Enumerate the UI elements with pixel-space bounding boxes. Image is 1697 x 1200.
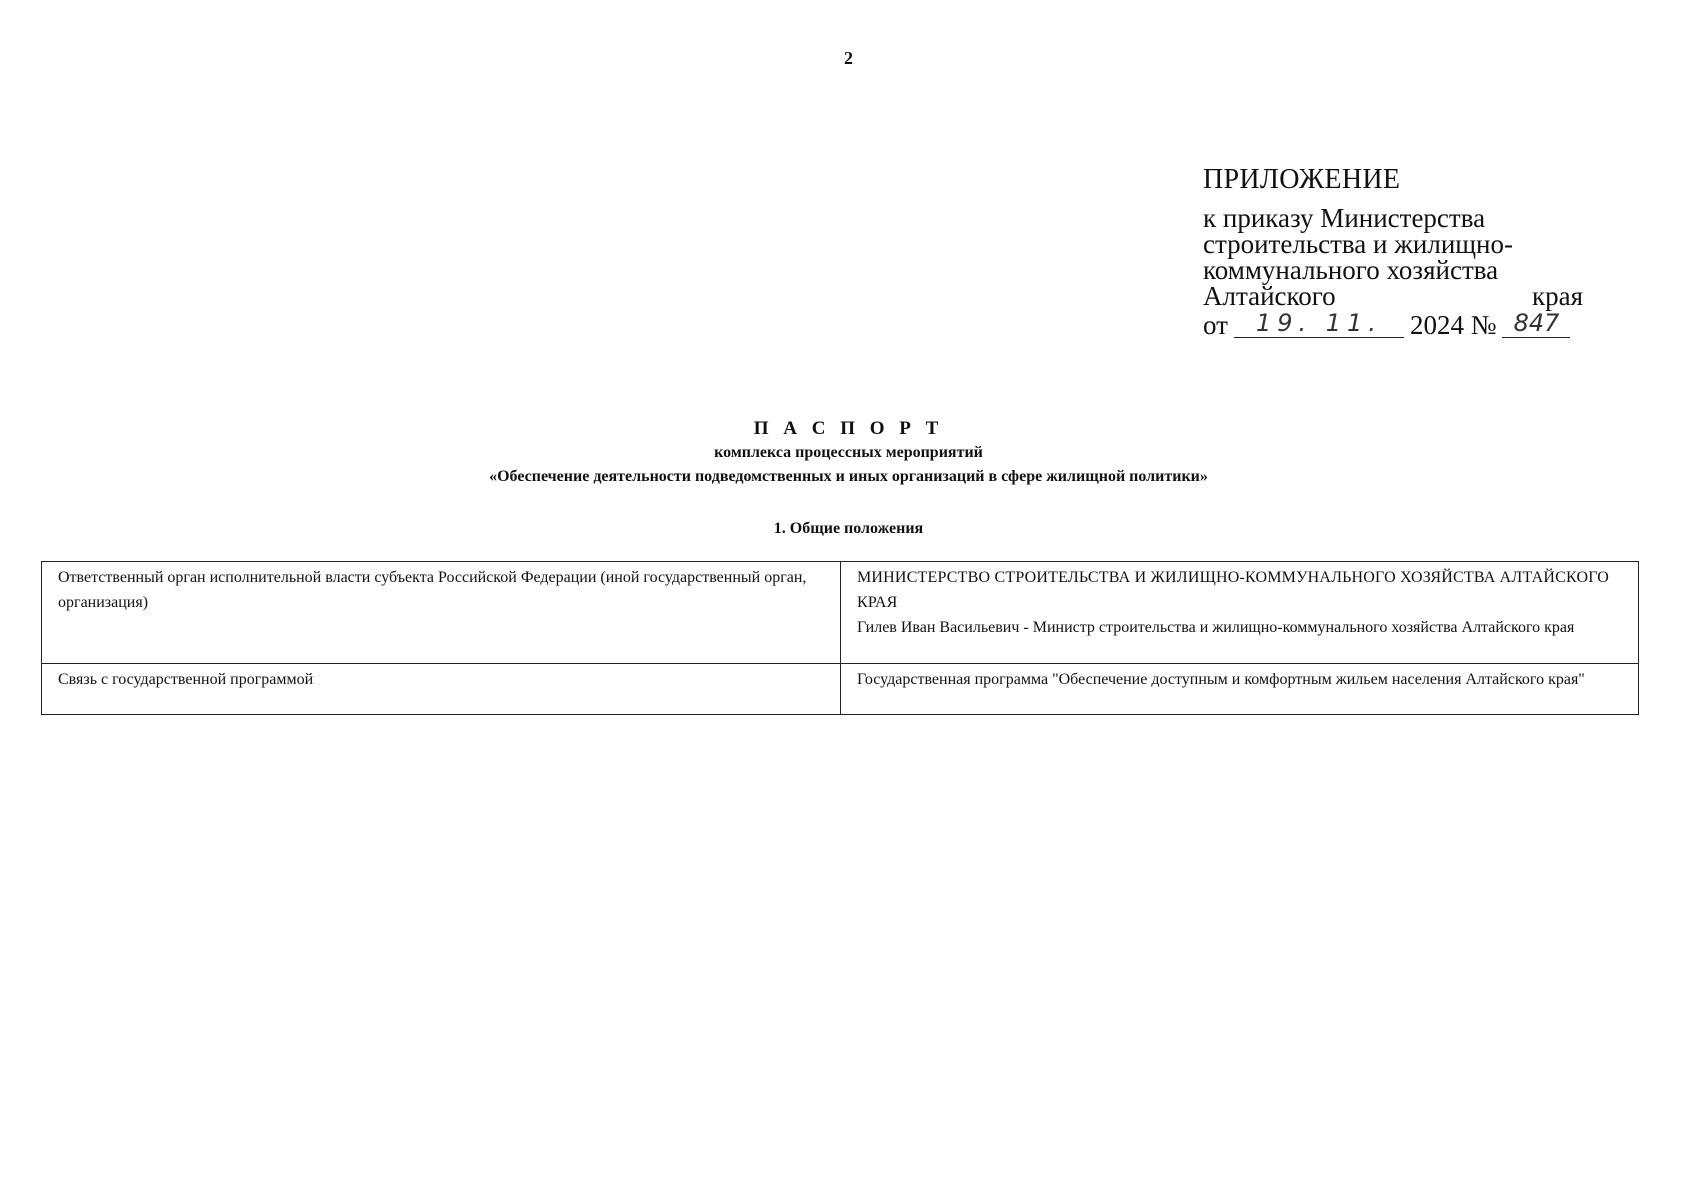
appendix-line: строительства и жилищно-	[1203, 229, 1513, 259]
order-year: 2024 №	[1409, 310, 1497, 340]
table-cell-value	[841, 562, 1639, 664]
appendix-line: к приказу Министерства	[1203, 203, 1486, 233]
appendix-line: коммунального хозяйства	[1203, 255, 1499, 285]
handwritten-date: 19. 11.	[1234, 311, 1404, 338]
table-cell-label: Ответственный орган исполнительной власти субъекта Российской Федерации (иной государственный орган, организация)	[42, 562, 841, 664]
appendix-line	[1203, 283, 1583, 309]
document-subtitle: комплекса процессных мероприятий	[714, 444, 983, 461]
date-prefix: от	[1203, 310, 1228, 340]
order-date-line	[1203, 311, 1583, 338]
appendix-region-suffix: края	[1531, 281, 1583, 311]
table-cell-label: Связь с государственной программой	[42, 664, 841, 715]
table-cell-value: Государственная программа "Обеспечение доступным и комфортным жильем населения Алтайского края"	[841, 664, 1639, 715]
document-title: П А С П О Р Т	[753, 418, 944, 439]
table-row	[42, 562, 1639, 664]
general-provisions-table	[41, 561, 1639, 715]
appendix-title: ПРИЛОЖЕНИЕ	[1203, 164, 1401, 195]
document-name: «Обеспечение деятельности подведомственных и иных организаций в сфере жилищной политики»	[489, 468, 1208, 485]
appendix-region: Алтайского	[1203, 281, 1336, 311]
table-row	[42, 664, 1639, 715]
page-number: 2	[844, 48, 853, 68]
handwritten-order-number: 847	[1502, 311, 1570, 338]
responsible-person: Гилев Иван Васильевич - Министр строительства и жилищно-коммунального хозяйства Алтайского края	[857, 619, 1575, 636]
ministry-name: МИНИСТЕРСТВО СТРОИТЕЛЬСТВА И ЖИЛИЩНО-КОММУНАЛЬНОГО ХОЗЯЙСТВА АЛТАЙСКОГО КРАЯ	[857, 569, 1610, 611]
section-title: 1. Общие положения	[773, 520, 924, 537]
appendix-block	[1203, 164, 1583, 340]
